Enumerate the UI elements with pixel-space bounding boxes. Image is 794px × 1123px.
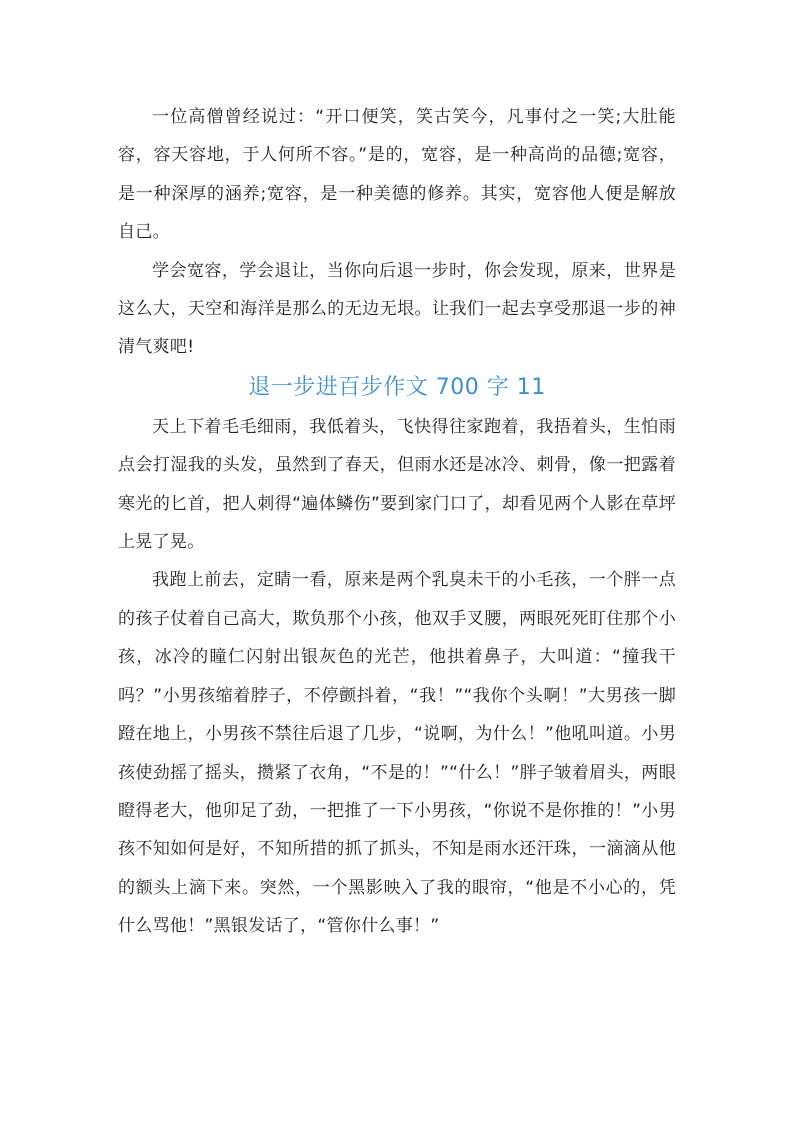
paragraph: 一位高僧曾经说过：“开口便笑，笑古笑今，凡事付之一笑;大肚能容，容天容地，于人何所不容。”是的，宽容，是一种高尚的品德;宽容，是一种深厚的涵养;宽容，是一种美德的修养。其实，宽容他人便是解放自己。 — [118, 107, 676, 243]
paragraph: 我跑上前去，定睛一看，原来是两个乳臭未干的小毛孩，一个胖一点的孩子仗着自己高大，欺负那个小孩，他双手叉腰，两眼死死盯住那个小孩，冰冷的瞳仁闪射出银灰色的光芒，他拱着鼻子，大叫道：“撞我干吗？”小男孩缩着脖子，不停颤抖着，“我！”“我你个头啊！”大男孩一脚蹬在地上，小男孩不禁往后退了几步，“说啊，为什么！”他吼叫道。小男孩使劲摇了摇头，攒紧了衣角，“不是的！”“什么！”胖子皱着眉头，两眼瞪得老大，他卯足了劲，一把推了一下小男孩，“你说不是你推的！”小男孩不知如何是好，不知所措的抓了抓头，不知是雨水还汗珠，一滴滴从他的额头上滴下来。突然，一个黑影映入了我的眼帘，“他是不小心的，凭什么骂他！”黑银发话了，“管你什么事！” — [118, 570, 676, 937]
paragraph: 学会宽容，学会退让，当你向后退一步时，你会发现，原来，世界是这么大，天空和海洋是那么的无边无垠。让我们一起去享受那退一步的神清气爽吧! — [118, 260, 676, 358]
section-heading: 退一步进百步作文 700 字 11 — [248, 374, 546, 400]
paragraph: 天上下着毛毛细雨，我低着头，飞快得往家跑着，我捂着头，生怕雨点会打湿我的头发，虽然到了春天，但雨水还是冰冷、刺骨，像一把露着寒光的匕首，把人刺得“遍体鳞伤”要到家门口了，却看见两个人影在草坪上晃了晃。 — [118, 416, 676, 553]
document-page — [118, 98, 676, 946]
